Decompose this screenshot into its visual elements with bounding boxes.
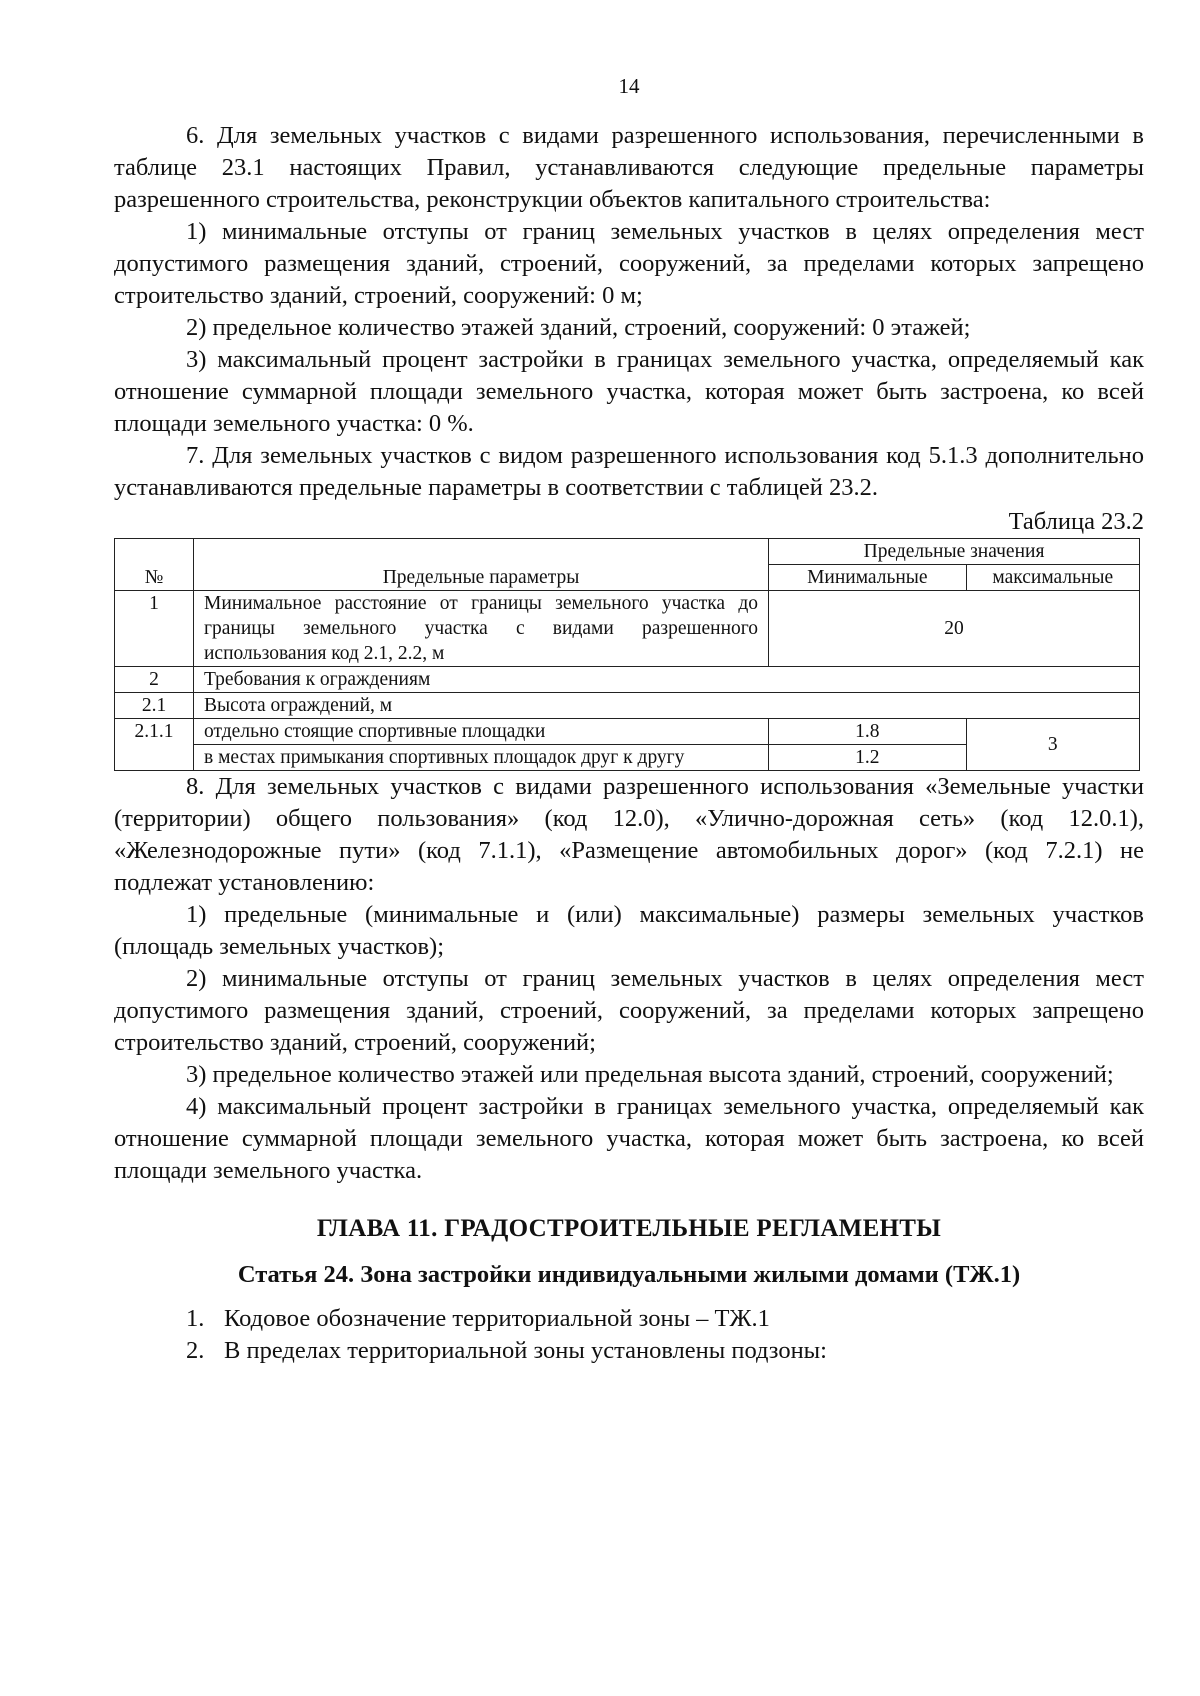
row-min: 1.8 <box>769 719 967 745</box>
paragraph-6-item-1: 1) минимальные отступы от границ земельных участков в целях определения мест допустимого размещения зданий, строений, сооружений, за пределами которых запрещено строительство зданий, строений, сооружений: 0 м; <box>114 218 1144 309</box>
page-number: 14 <box>618 74 640 98</box>
row-num: 2.1 <box>115 693 194 719</box>
paragraph-6-item-2: 2) предельное количество этажей зданий, строений, сооружений: 0 этажей; <box>186 314 971 341</box>
list-item <box>114 1303 1144 1335</box>
header-num: № <box>115 539 194 591</box>
paragraph-6: 6. Для земельных участков с видами разрешенного использования, перечисленными в таблице 23.1 настоящих Правил, устанавливаются следующие предельные параметры разрешенного строительства, реконструкции объектов капитального строительства: <box>114 122 1144 213</box>
table-header-row <box>115 539 1140 565</box>
header-max: максимальные <box>966 565 1139 591</box>
paragraph-8-item-4: 4) максимальный процент застройки в границах земельного участка, определяемый как отношение суммарной площади земельного участка, которая может быть застроена, ко всей площади земельного участка. <box>114 1093 1144 1184</box>
row-param: Минимальное расстояние от границы земельного участка до границы земельного участка с видами разрешенного использования код 2.1, 2.2, м <box>194 591 769 667</box>
row-num: 1 <box>115 591 194 667</box>
table-row <box>115 591 1140 667</box>
header-limits: Предельные значения <box>769 539 1140 565</box>
row-min: 1.2 <box>769 745 967 771</box>
row-param: Требования к ограждениям <box>194 667 1140 693</box>
table-caption: Таблица 23.2 <box>1008 508 1144 535</box>
header-params: Предельные параметры <box>194 539 769 591</box>
row-value: 20 <box>769 591 1140 667</box>
list-item-number: 1. <box>186 1305 205 1332</box>
paragraph-8-item-3: 3) предельное количество этажей или предельная высота зданий, строений, сооружений; <box>186 1061 1114 1088</box>
chapter-heading: ГЛАВА 11. ГРАДОСТРОИТЕЛЬНЫЕ РЕГЛАМЕНТЫ <box>316 1215 942 1242</box>
list-item <box>114 1335 1144 1367</box>
paragraph-7: 7. Для земельных участков с видом разрешенного использования код 5.1.3 дополнительно устанавливаются предельные параметры в соответствии с таблицей 23.2. <box>114 442 1144 501</box>
paragraph-6-item-3: 3) максимальный процент застройки в границах земельного участка, определяемый как отношение суммарной площади земельного участка, которая может быть застроена, ко всей площади земельного участка: 0 %. <box>114 346 1144 437</box>
parameters-table <box>114 538 1140 771</box>
row-param: отдельно стоящие спортивные площадки <box>194 719 769 745</box>
row-num: 2 <box>115 667 194 693</box>
list-item-text: Кодовое обозначение территориальной зоны – ТЖ.1 <box>224 1305 770 1332</box>
article-heading: Статья 24. Зона застройки индивидуальными жилыми домами (ТЖ.1) <box>237 1261 1021 1288</box>
row-param: Высота ограждений, м <box>194 693 1140 719</box>
table-row <box>115 693 1140 719</box>
paragraph-8-item-2: 2) минимальные отступы от границ земельных участков в целях определения мест допустимого размещения зданий, строений, сооружений, за пределами которых запрещено строительство зданий, строений, сооружений; <box>114 965 1144 1056</box>
row-num: 2.1.1 <box>115 719 194 771</box>
row-param: в местах примыкания спортивных площадок друг к другу <box>194 745 769 771</box>
list-item-number: 2. <box>186 1337 205 1364</box>
table-row <box>115 719 1140 745</box>
paragraph-8: 8. Для земельных участков с видами разрешенного использования «Земельные участки (территории) общего пользования» (код 12.0), «Улично-дорожная сеть» (код 12.0.1), «Железнодорожные пути» (код 7.1.1), «Размещение автомобильных дорог» (код 7.2.1) не подлежат установлению: <box>114 773 1144 896</box>
list-item-text: В пределах территориальной зоны установлены подзоны: <box>224 1337 827 1364</box>
table-row <box>115 667 1140 693</box>
header-min: Минимальные <box>769 565 967 591</box>
paragraph-8-item-1: 1) предельные (минимальные и (или) максимальные) размеры земельных участков (площадь земельных участков); <box>114 901 1144 960</box>
row-max: 3 <box>966 719 1139 771</box>
